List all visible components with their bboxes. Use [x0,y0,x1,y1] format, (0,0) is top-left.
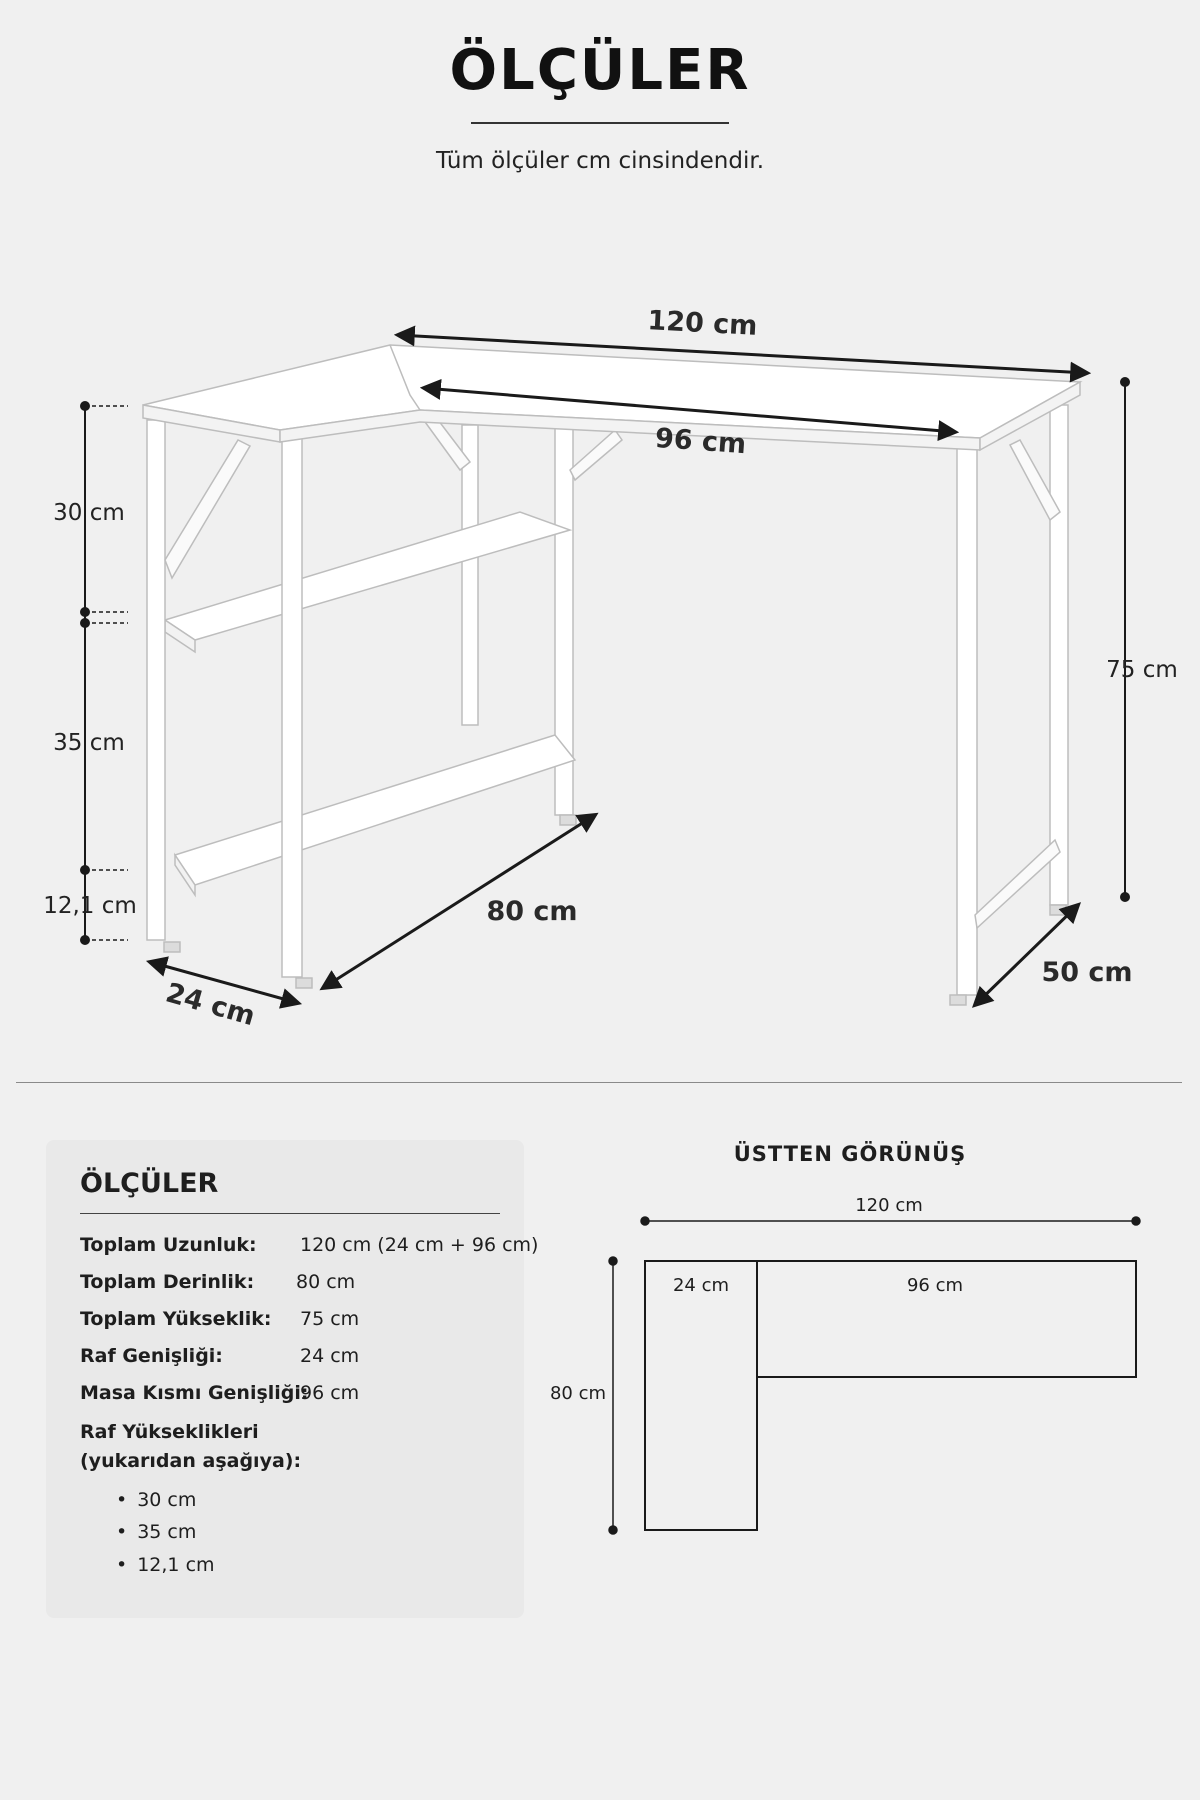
spec-row-total-depth [80,1271,356,1293]
top-view-outline [645,1261,1136,1530]
label-shelf-height-top: 30 cm [53,500,125,526]
spec-value: 96 cm [300,1382,360,1404]
label-desk-width: 96 cm [654,422,748,461]
label-total-height: 75 cm [1106,657,1178,683]
label-shelf-height-bottom: 12,1 cm [43,893,137,919]
shelf-front-leg-right [282,432,302,977]
label-side-length: 80 cm [486,896,578,927]
spec-label: (yukarıdan aşağıya): [80,1450,302,1472]
desk-front-leg-right [957,440,977,995]
spec-row-shelf-width [80,1345,360,1367]
spec-label: Raf Genişliği: [80,1345,223,1367]
spec-row-shelf-heights-sub [80,1450,301,1472]
label-shelf-height-middle: 35 cm [53,730,125,756]
label-desk-depth: 50 cm [1041,957,1133,988]
middle-shelf [165,512,570,640]
list-item: • 35 cm [116,1521,196,1543]
specs-title-rule [80,1213,500,1214]
top-view-shelf-width: 24 cm [672,1275,730,1296]
page-subtitle: Tüm ölçüler cm cinsindendir. [435,148,765,174]
spec-row-total-length [80,1234,539,1256]
spec-label: Toplam Uzunluk: [80,1234,257,1256]
list-item: • 12,1 cm [116,1554,215,1576]
page-title: ÖLÇÜLER [449,38,751,103]
desk-back-leg-right [1050,405,1068,905]
top-view-title: ÜSTTEN GÖRÜNÜŞ [733,1142,967,1166]
spec-row-desk-width [80,1382,360,1404]
top-view-desk-width: 96 cm [906,1275,964,1296]
spec-value: 24 cm [300,1345,360,1367]
spec-label: Raf Yükseklikleri [80,1421,259,1443]
specs-panel [46,1140,539,1618]
spec-label: Toplam Yükseklik: [80,1308,272,1330]
top-view-depth: 80 cm [549,1383,607,1404]
label-total-length: 120 cm [646,305,759,342]
spec-row-shelf-heights [80,1421,259,1443]
top-view-plan [540,1180,1160,1540]
section-divider [16,1082,1182,1083]
shelf-front-leg-left [147,420,165,940]
specs-title: ÖLÇÜLER [80,1168,219,1199]
spec-value: 80 cm [296,1271,356,1293]
shelf-height-lines [81,402,128,944]
label-shelf-width: 24 cm [162,977,259,1033]
desk-illustration [143,345,1080,1005]
spec-label: Masa Kısmı Genişliği: [80,1382,309,1404]
bottom-shelf [175,735,575,885]
desk-depth-arrow [975,905,1078,1005]
spec-label: Toplam Derinlik: [80,1271,255,1293]
spec-value: 75 cm [300,1308,360,1330]
top-view-total-width: 120 cm [855,1195,923,1216]
spec-value: 120 cm (24 cm + 96 cm) [300,1234,539,1256]
spec-row-total-height [80,1308,360,1330]
total-height-line [1121,378,1129,901]
list-item: • 30 cm [116,1489,196,1511]
shelf-back-leg [462,425,478,725]
